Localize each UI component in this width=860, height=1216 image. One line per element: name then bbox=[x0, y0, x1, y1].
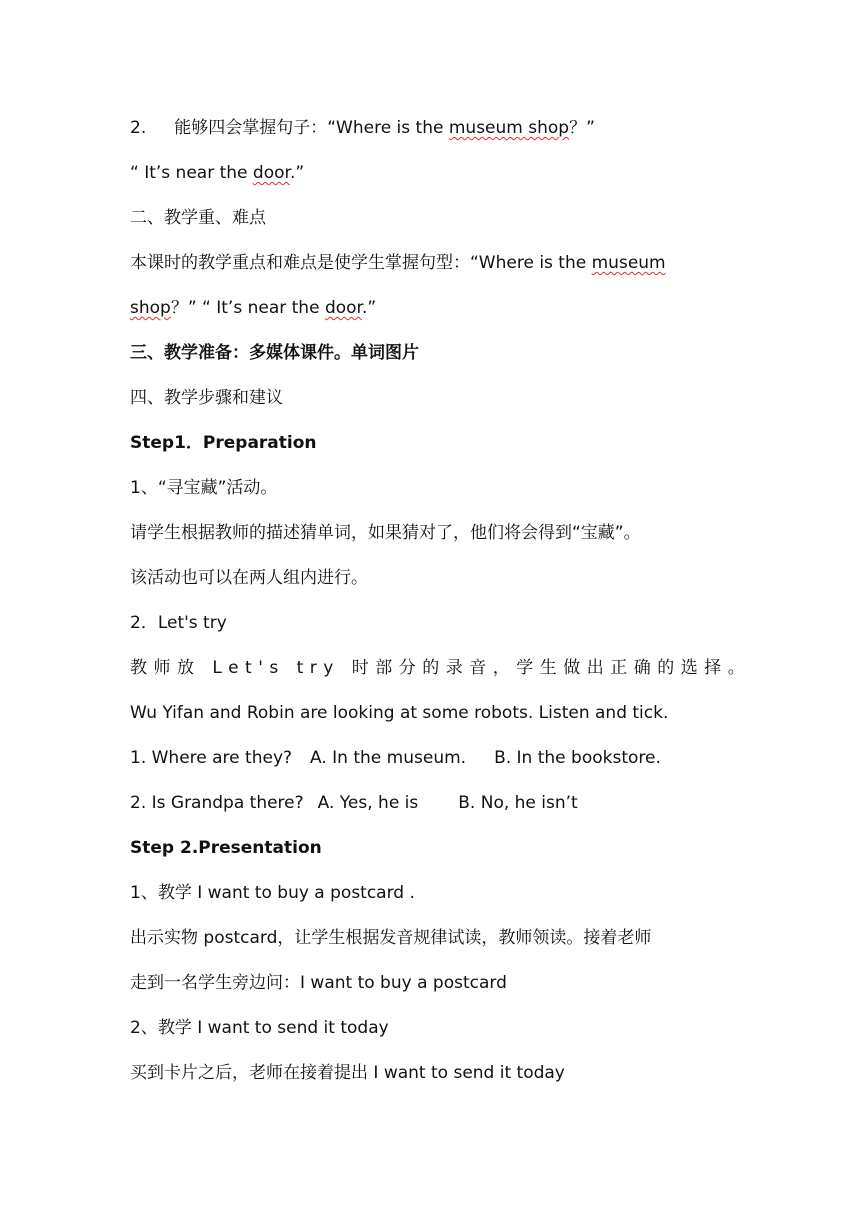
objective-sentence-line: 2. 能够四会掌握句子：“Where is the museum shop？” bbox=[130, 118, 595, 138]
spellcheck-word: shop bbox=[130, 298, 171, 318]
activity-title: 1、“寻宝藏”活动。 bbox=[130, 478, 278, 498]
step-heading: Step 2.Presentation bbox=[130, 838, 322, 858]
option-a: A. In the museum. bbox=[310, 748, 467, 768]
paragraph-line: 教师放 Let's try 时部分的录音，学生做出正确的选择。 bbox=[130, 658, 752, 678]
paragraph-line: 走到一名学生旁边问：I want to buy a postcard bbox=[130, 973, 507, 993]
paragraph-line: 请学生根据教师的描述猜单词，如果猜对了，他们将会得到“宝藏”。 bbox=[130, 523, 641, 543]
spellcheck-word: door bbox=[252, 163, 290, 183]
option-b: B. No, he isn’t bbox=[458, 793, 578, 813]
paragraph-line: shop？” “ It’s near the door.” bbox=[130, 298, 377, 318]
objective-answer-line: “ It’s near the door.” bbox=[130, 163, 305, 183]
paragraph-line: 买到卡片之后，老师在接着提出 I want to send it today bbox=[130, 1063, 565, 1083]
paragraph-line: 该活动也可以在两人组内进行。 bbox=[130, 568, 368, 588]
spellcheck-word: museum bbox=[591, 253, 666, 273]
spellcheck-word: door bbox=[324, 298, 362, 318]
spellcheck-word: museum shop bbox=[448, 118, 570, 138]
list-number: 2. bbox=[130, 118, 147, 138]
section-heading-bold: 三、教学准备：多媒体课件。单词图片 bbox=[130, 343, 419, 363]
option-a: A. Yes, he is bbox=[317, 793, 419, 813]
activity-title: 2．Let's try bbox=[130, 613, 227, 633]
paragraph-line: 出示实物 postcard，让学生根据发音规律试读，教师领读。接着老师 bbox=[130, 928, 652, 948]
section-heading: 四、教学步骤和建议 bbox=[130, 388, 283, 408]
question-line bbox=[130, 791, 740, 815]
question-line bbox=[130, 746, 740, 770]
activity-title: 1、教学 I want to buy a postcard . bbox=[130, 883, 415, 903]
question-text: 1. Where are they? bbox=[130, 748, 293, 768]
option-b: B. In the bookstore. bbox=[494, 748, 661, 768]
step-heading: Step1．Preparation bbox=[130, 433, 317, 453]
activity-title: 2、教学 I want to send it today bbox=[130, 1018, 389, 1038]
section-heading: 二、教学重、难点 bbox=[130, 208, 266, 228]
question-text: 2. Is Grandpa there? bbox=[130, 793, 304, 813]
paragraph-line: 本课时的教学重点和难点是使学生掌握句型：“Where is the museum bbox=[130, 253, 666, 273]
instruction-line: Wu Yifan and Robin are looking at some robots. Listen and tick. bbox=[130, 703, 669, 723]
